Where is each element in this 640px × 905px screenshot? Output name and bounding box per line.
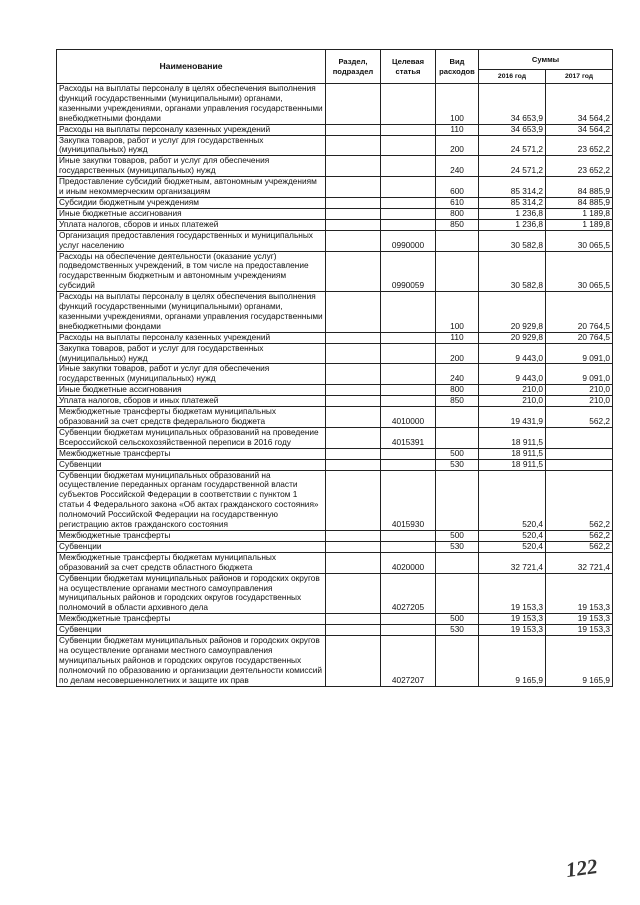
cell-y2016: 34 653,9 (479, 124, 546, 135)
cell-type: 110 (436, 124, 479, 135)
cell-name: Субвенции (57, 625, 326, 636)
cell-section (326, 625, 381, 636)
cell-target (381, 541, 436, 552)
cell-name: Иные закупки товаров, работ и услуг для обеспечения государственных (муниципальных) нужд (57, 156, 326, 177)
cell-target (381, 135, 436, 156)
table-row (57, 448, 613, 459)
header-type: Вид расходов (436, 50, 479, 84)
cell-type (436, 230, 479, 251)
cell-name: Организация предоставления государственных и муниципальных услуг населению (57, 230, 326, 251)
cell-type (436, 407, 479, 428)
cell-target (381, 156, 436, 177)
cell-y2017: 9 091,0 (546, 364, 613, 385)
cell-y2016: 85 314,2 (479, 177, 546, 198)
cell-name: Расходы на выплаты персоналу казенных учреждений (57, 124, 326, 135)
cell-y2017: 9 165,9 (546, 636, 613, 687)
cell-type: 240 (436, 364, 479, 385)
cell-y2016: 19 153,3 (479, 625, 546, 636)
cell-name: Уплата налогов, сборов и иных платежей (57, 396, 326, 407)
cell-y2016: 34 653,9 (479, 84, 546, 125)
cell-type: 530 (436, 541, 479, 552)
cell-name: Межбюджетные трансферты бюджетам муниципальных образований за счет средств федерального бюджета (57, 407, 326, 428)
cell-target: 4027205 (381, 573, 436, 614)
budget-table (56, 49, 613, 687)
cell-section (326, 84, 381, 125)
cell-type: 500 (436, 448, 479, 459)
cell-y2016: 30 582,8 (479, 230, 546, 251)
cell-y2016: 520,4 (479, 530, 546, 541)
cell-name: Субвенции бюджетам муниципальных районов и городских округов на осуществление органами местного самоуправления муниципальных районов и городских округов государственных полномочий по образованию и организации деятельности комиссий по делам несовершеннолетних и защите их прав (57, 636, 326, 687)
cell-name: Закупка товаров, работ и услуг для государственных (муниципальных) нужд (57, 343, 326, 364)
cell-target: 4027207 (381, 636, 436, 687)
cell-y2017 (546, 427, 613, 448)
table-row (57, 407, 613, 428)
cell-type (436, 636, 479, 687)
cell-y2017: 1 189,8 (546, 219, 613, 230)
cell-y2016: 30 582,8 (479, 251, 546, 292)
table-row (57, 396, 613, 407)
cell-section (326, 197, 381, 208)
cell-section (326, 396, 381, 407)
cell-target (381, 459, 436, 470)
cell-y2017: 9 091,0 (546, 343, 613, 364)
cell-y2017 (546, 459, 613, 470)
cell-y2016: 520,4 (479, 470, 546, 530)
cell-y2017: 30 065,5 (546, 251, 613, 292)
cell-type: 800 (436, 208, 479, 219)
cell-section (326, 459, 381, 470)
cell-name: Межбюджетные трансферты (57, 614, 326, 625)
table-row (57, 177, 613, 198)
cell-type: 850 (436, 219, 479, 230)
table-row (57, 230, 613, 251)
cell-section (326, 343, 381, 364)
cell-target (381, 530, 436, 541)
cell-y2016: 9 443,0 (479, 343, 546, 364)
cell-y2017: 19 153,3 (546, 573, 613, 614)
cell-y2017: 34 564,2 (546, 124, 613, 135)
cell-y2016: 19 431,9 (479, 407, 546, 428)
cell-target (381, 343, 436, 364)
cell-y2017 (546, 448, 613, 459)
header-sums: Суммы (479, 50, 613, 70)
cell-section (326, 332, 381, 343)
cell-y2016: 24 571,2 (479, 156, 546, 177)
cell-type: 200 (436, 135, 479, 156)
cell-section (326, 208, 381, 219)
cell-type: 500 (436, 530, 479, 541)
cell-y2016: 18 911,5 (479, 448, 546, 459)
table-row (57, 197, 613, 208)
cell-target: 4010000 (381, 407, 436, 428)
table-row (57, 427, 613, 448)
cell-type: 800 (436, 385, 479, 396)
cell-y2017: 562,2 (546, 407, 613, 428)
cell-name: Иные бюджетные ассигнования (57, 208, 326, 219)
cell-name: Иные бюджетные ассигнования (57, 385, 326, 396)
cell-y2017: 210,0 (546, 396, 613, 407)
cell-section (326, 156, 381, 177)
cell-name: Субсидии бюджетным учреждениям (57, 197, 326, 208)
cell-section (326, 407, 381, 428)
cell-target (381, 197, 436, 208)
table-row (57, 541, 613, 552)
cell-type (436, 470, 479, 530)
cell-section (326, 364, 381, 385)
cell-y2016: 20 929,8 (479, 332, 546, 343)
table-row (57, 385, 613, 396)
header-year-2017: 2017 год (546, 70, 613, 84)
cell-section (326, 552, 381, 573)
cell-section (326, 614, 381, 625)
cell-y2016: 19 153,3 (479, 614, 546, 625)
cell-type: 110 (436, 332, 479, 343)
cell-y2016: 20 929,8 (479, 292, 546, 333)
table-row (57, 343, 613, 364)
cell-name: Межбюджетные трансферты бюджетам муниципальных образований за счет средств областного бюджета (57, 552, 326, 573)
cell-target (381, 385, 436, 396)
cell-type: 500 (436, 614, 479, 625)
cell-target (381, 332, 436, 343)
header-section: Раздел, подраздел (326, 50, 381, 84)
cell-name: Расходы на выплаты персоналу в целях обеспечения выполнения функций государственными (муниципальными) органами, казенными учреждениями, органами управления государственными внебюджетными фондами (57, 84, 326, 125)
cell-section (326, 177, 381, 198)
table-row (57, 135, 613, 156)
cell-y2016: 19 153,3 (479, 573, 546, 614)
cell-name: Расходы на выплаты персоналу в целях обеспечения выполнения функций государственными (муниципальными) органами, казенными учреждениями, органами управления государственными внебюджетными фондами (57, 292, 326, 333)
cell-type: 200 (436, 343, 479, 364)
cell-name: Закупка товаров, работ и услуг для государственных (муниципальных) нужд (57, 135, 326, 156)
cell-target (381, 177, 436, 198)
cell-name: Межбюджетные трансферты (57, 448, 326, 459)
header-year-2016: 2016 год (479, 70, 546, 84)
table-row (57, 332, 613, 343)
cell-y2016: 85 314,2 (479, 197, 546, 208)
cell-type: 530 (436, 625, 479, 636)
table-body (57, 84, 613, 687)
table-row (57, 219, 613, 230)
cell-y2016: 9 443,0 (479, 364, 546, 385)
cell-section (326, 292, 381, 333)
cell-name: Уплата налогов, сборов и иных платежей (57, 219, 326, 230)
table-row (57, 208, 613, 219)
cell-type: 600 (436, 177, 479, 198)
cell-name: Иные закупки товаров, работ и услуг для обеспечения государственных (муниципальных) нужд (57, 364, 326, 385)
table-row (57, 470, 613, 530)
cell-y2016: 9 165,9 (479, 636, 546, 687)
cell-type: 610 (436, 197, 479, 208)
cell-target (381, 124, 436, 135)
cell-name: Предоставление субсидий бюджетным, автономным учреждениям и иным некоммерческим организациям (57, 177, 326, 198)
table-row (57, 552, 613, 573)
cell-name: Субвенции (57, 541, 326, 552)
table-header (57, 50, 613, 84)
cell-target: 4015930 (381, 470, 436, 530)
budget-table-sheet (56, 49, 612, 687)
cell-y2016: 520,4 (479, 541, 546, 552)
cell-name: Субвенции (57, 459, 326, 470)
cell-y2016: 210,0 (479, 385, 546, 396)
cell-y2017: 562,2 (546, 530, 613, 541)
cell-y2016: 32 721,4 (479, 552, 546, 573)
cell-y2017: 84 885,9 (546, 197, 613, 208)
table-row (57, 573, 613, 614)
cell-section (326, 135, 381, 156)
table-row (57, 625, 613, 636)
cell-target: 0990059 (381, 251, 436, 292)
cell-y2017: 23 652,2 (546, 135, 613, 156)
cell-y2017: 210,0 (546, 385, 613, 396)
cell-target: 4020000 (381, 552, 436, 573)
cell-y2017: 562,2 (546, 541, 613, 552)
cell-target (381, 614, 436, 625)
table-row (57, 156, 613, 177)
cell-type: 530 (436, 459, 479, 470)
cell-name: Субвенции бюджетам муниципальных образований на проведение Всероссийской сельскохозяйственной переписи в 2016 году (57, 427, 326, 448)
cell-y2017: 23 652,2 (546, 156, 613, 177)
cell-target (381, 448, 436, 459)
cell-y2017: 30 065,5 (546, 230, 613, 251)
header-name: Наименование (57, 50, 326, 84)
cell-y2016: 24 571,2 (479, 135, 546, 156)
cell-target (381, 208, 436, 219)
cell-y2017: 84 885,9 (546, 177, 613, 198)
cell-name: Расходы на выплаты персоналу казенных учреждений (57, 332, 326, 343)
cell-section (326, 573, 381, 614)
page-number: 122 (564, 853, 599, 883)
cell-type: 100 (436, 292, 479, 333)
cell-y2017: 20 764,5 (546, 332, 613, 343)
cell-section (326, 124, 381, 135)
table-row (57, 124, 613, 135)
table-row (57, 530, 613, 541)
cell-target (381, 84, 436, 125)
cell-type: 850 (436, 396, 479, 407)
cell-type (436, 573, 479, 614)
cell-section (326, 385, 381, 396)
cell-type (436, 552, 479, 573)
cell-y2016: 1 236,8 (479, 219, 546, 230)
cell-y2017: 19 153,3 (546, 625, 613, 636)
cell-name: Субвенции бюджетам муниципальных районов и городских округов на осуществление органами местного самоуправления муниципальных районов и городских округов государственных полномочий в области архивного дела (57, 573, 326, 614)
cell-section (326, 636, 381, 687)
table-row (57, 292, 613, 333)
cell-y2017: 1 189,8 (546, 208, 613, 219)
cell-type: 240 (436, 156, 479, 177)
cell-target: 4015391 (381, 427, 436, 448)
cell-section (326, 251, 381, 292)
cell-name: Расходы на обеспечение деятельности (оказание услуг) подведомственных учреждений, в том числе на предоставление государственным бюджетным и автономным учреждениям субсидий (57, 251, 326, 292)
cell-y2017: 20 764,5 (546, 292, 613, 333)
header-target: Целевая статья (381, 50, 436, 84)
cell-section (326, 470, 381, 530)
cell-target (381, 364, 436, 385)
cell-y2016: 210,0 (479, 396, 546, 407)
cell-type (436, 427, 479, 448)
cell-target (381, 625, 436, 636)
cell-y2016: 18 911,5 (479, 459, 546, 470)
cell-y2017: 32 721,4 (546, 552, 613, 573)
table-row (57, 364, 613, 385)
cell-name: Субвенции бюджетам муниципальных образований на осуществление переданных органам государственной власти субъектов Российской Федерации в соответствии с пунктом 1 статьи 4 Федерального закона «Об актах гражданского состояния» полномочий Российской Федерации на государственную регистрацию актов гражданского состояния (57, 470, 326, 530)
cell-section (326, 427, 381, 448)
cell-y2017: 19 153,3 (546, 614, 613, 625)
cell-section (326, 230, 381, 251)
cell-y2016: 1 236,8 (479, 208, 546, 219)
cell-section (326, 530, 381, 541)
cell-type (436, 251, 479, 292)
cell-y2017: 34 564,2 (546, 84, 613, 125)
cell-target (381, 219, 436, 230)
cell-target (381, 396, 436, 407)
cell-type: 100 (436, 84, 479, 125)
cell-name: Межбюджетные трансферты (57, 530, 326, 541)
cell-target (381, 292, 436, 333)
cell-y2016: 18 911,5 (479, 427, 546, 448)
cell-section (326, 219, 381, 230)
table-row (57, 251, 613, 292)
table-row (57, 614, 613, 625)
table-row (57, 636, 613, 687)
table-row (57, 459, 613, 470)
cell-section (326, 448, 381, 459)
cell-section (326, 541, 381, 552)
table-row (57, 84, 613, 125)
cell-y2017: 562,2 (546, 470, 613, 530)
cell-target: 0990000 (381, 230, 436, 251)
